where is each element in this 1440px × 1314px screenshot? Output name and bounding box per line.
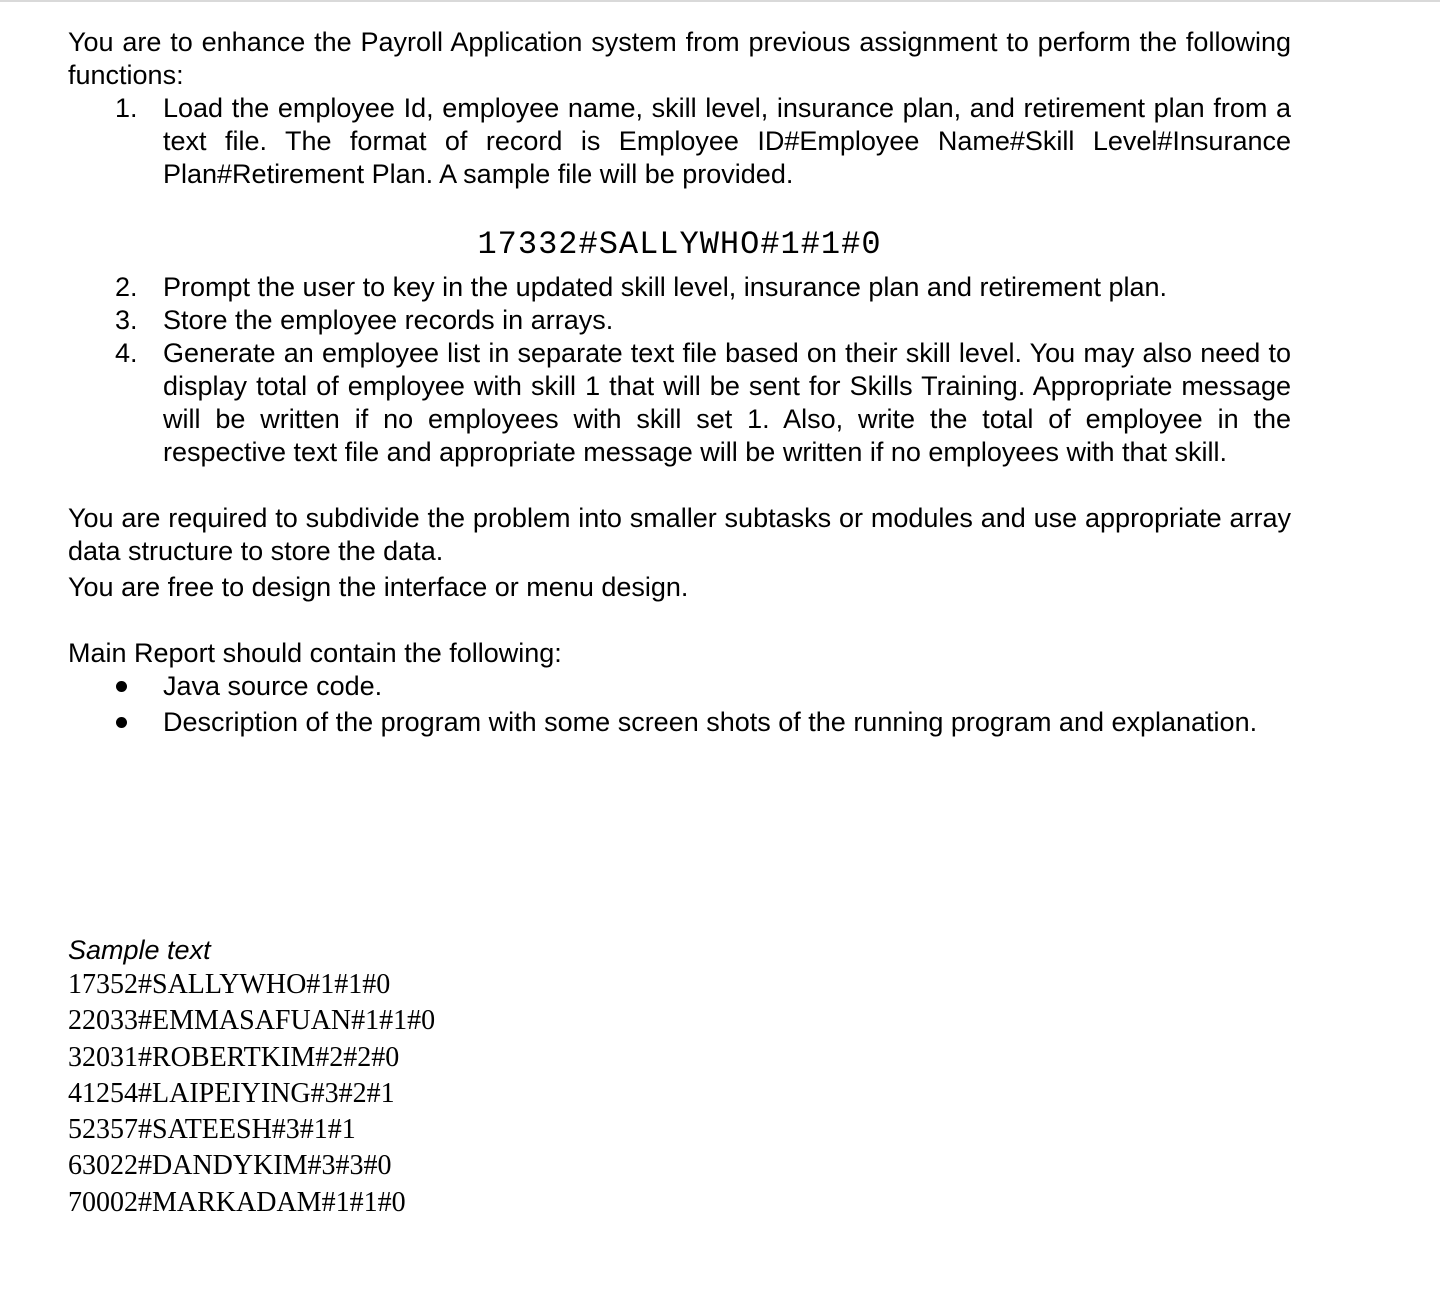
function-number: 2. xyxy=(115,272,138,302)
requirement-paragraph: You are required to subdivide the problem into smaller subtasks or modules and use appropriate array data structure to store the data. xyxy=(68,503,1291,566)
sample-line: 22033#EMMASAFUAN#1#1#0 xyxy=(68,1005,436,1037)
bullet-icon xyxy=(116,717,127,728)
sample-line: 17352#SALLYWHO#1#1#0 xyxy=(68,969,391,1000)
function-number: 3. xyxy=(115,305,138,335)
report-item xyxy=(163,706,1291,739)
free-design-paragraph: You are free to design the interface or menu design. xyxy=(68,572,689,602)
functions-list xyxy=(68,92,1291,191)
sample-title: Sample text xyxy=(68,935,211,965)
report-item xyxy=(163,670,1291,703)
function-item xyxy=(115,337,1291,469)
sample-record: 17332#SALLYWHO#1#1#0 xyxy=(477,226,882,263)
functions-list-continued xyxy=(68,271,1291,469)
function-item xyxy=(115,271,1291,304)
page-top-rule xyxy=(0,0,1440,2)
function-text: Generate an employee list in separate text file based on their skill level. You may also need to display total of employee with skill 1 that will be sent for Skills Training. Appropriate message will be written if no employees with skill set 1. Also, write the total of employee in the respective text file and appropriate message will be written if no employees with that skill. xyxy=(163,338,1291,467)
report-heading: Main Report should contain the following: xyxy=(68,638,562,668)
report-item-text: Description of the program with some screen shots of the running program and explanation. xyxy=(163,707,1258,737)
function-text: Load the employee Id, employee name, skill level, insurance plan, and retirement plan from a text file. The format of record is Employee ID#Employee Name#Skill Level#Insurance Plan#Retirement Plan. A sample file will be provided. xyxy=(163,93,1291,189)
function-number: 4. xyxy=(115,338,138,368)
report-item-text: Java source code. xyxy=(163,671,383,701)
sample-line: 63022#DANDYKIM#3#3#0 xyxy=(68,1150,392,1182)
sample-lines xyxy=(68,967,1291,1221)
intro-paragraph: You are to enhance the Payroll Application system from previous assignment to perform the following functions: xyxy=(68,27,1291,90)
sample-line: 32031#ROBERTKIM#2#2#0 xyxy=(68,1041,400,1073)
sample-line: 41254#LAIPEIYING#3#2#1 xyxy=(68,1077,395,1109)
function-item xyxy=(115,92,1291,191)
report-items-list xyxy=(68,670,1291,739)
function-text: Prompt the user to key in the updated skill level, insurance plan and retirement plan. xyxy=(163,272,1168,302)
function-item xyxy=(115,304,1291,337)
sample-line: 70002#MARKADAM#1#1#0 xyxy=(68,1186,406,1218)
bullet-icon xyxy=(116,681,127,692)
function-number: 1. xyxy=(115,93,138,123)
document-page xyxy=(68,26,1291,1221)
function-text: Store the employee records in arrays. xyxy=(163,305,614,335)
sample-line: 52357#SATEESH#3#1#1 xyxy=(68,1114,356,1146)
